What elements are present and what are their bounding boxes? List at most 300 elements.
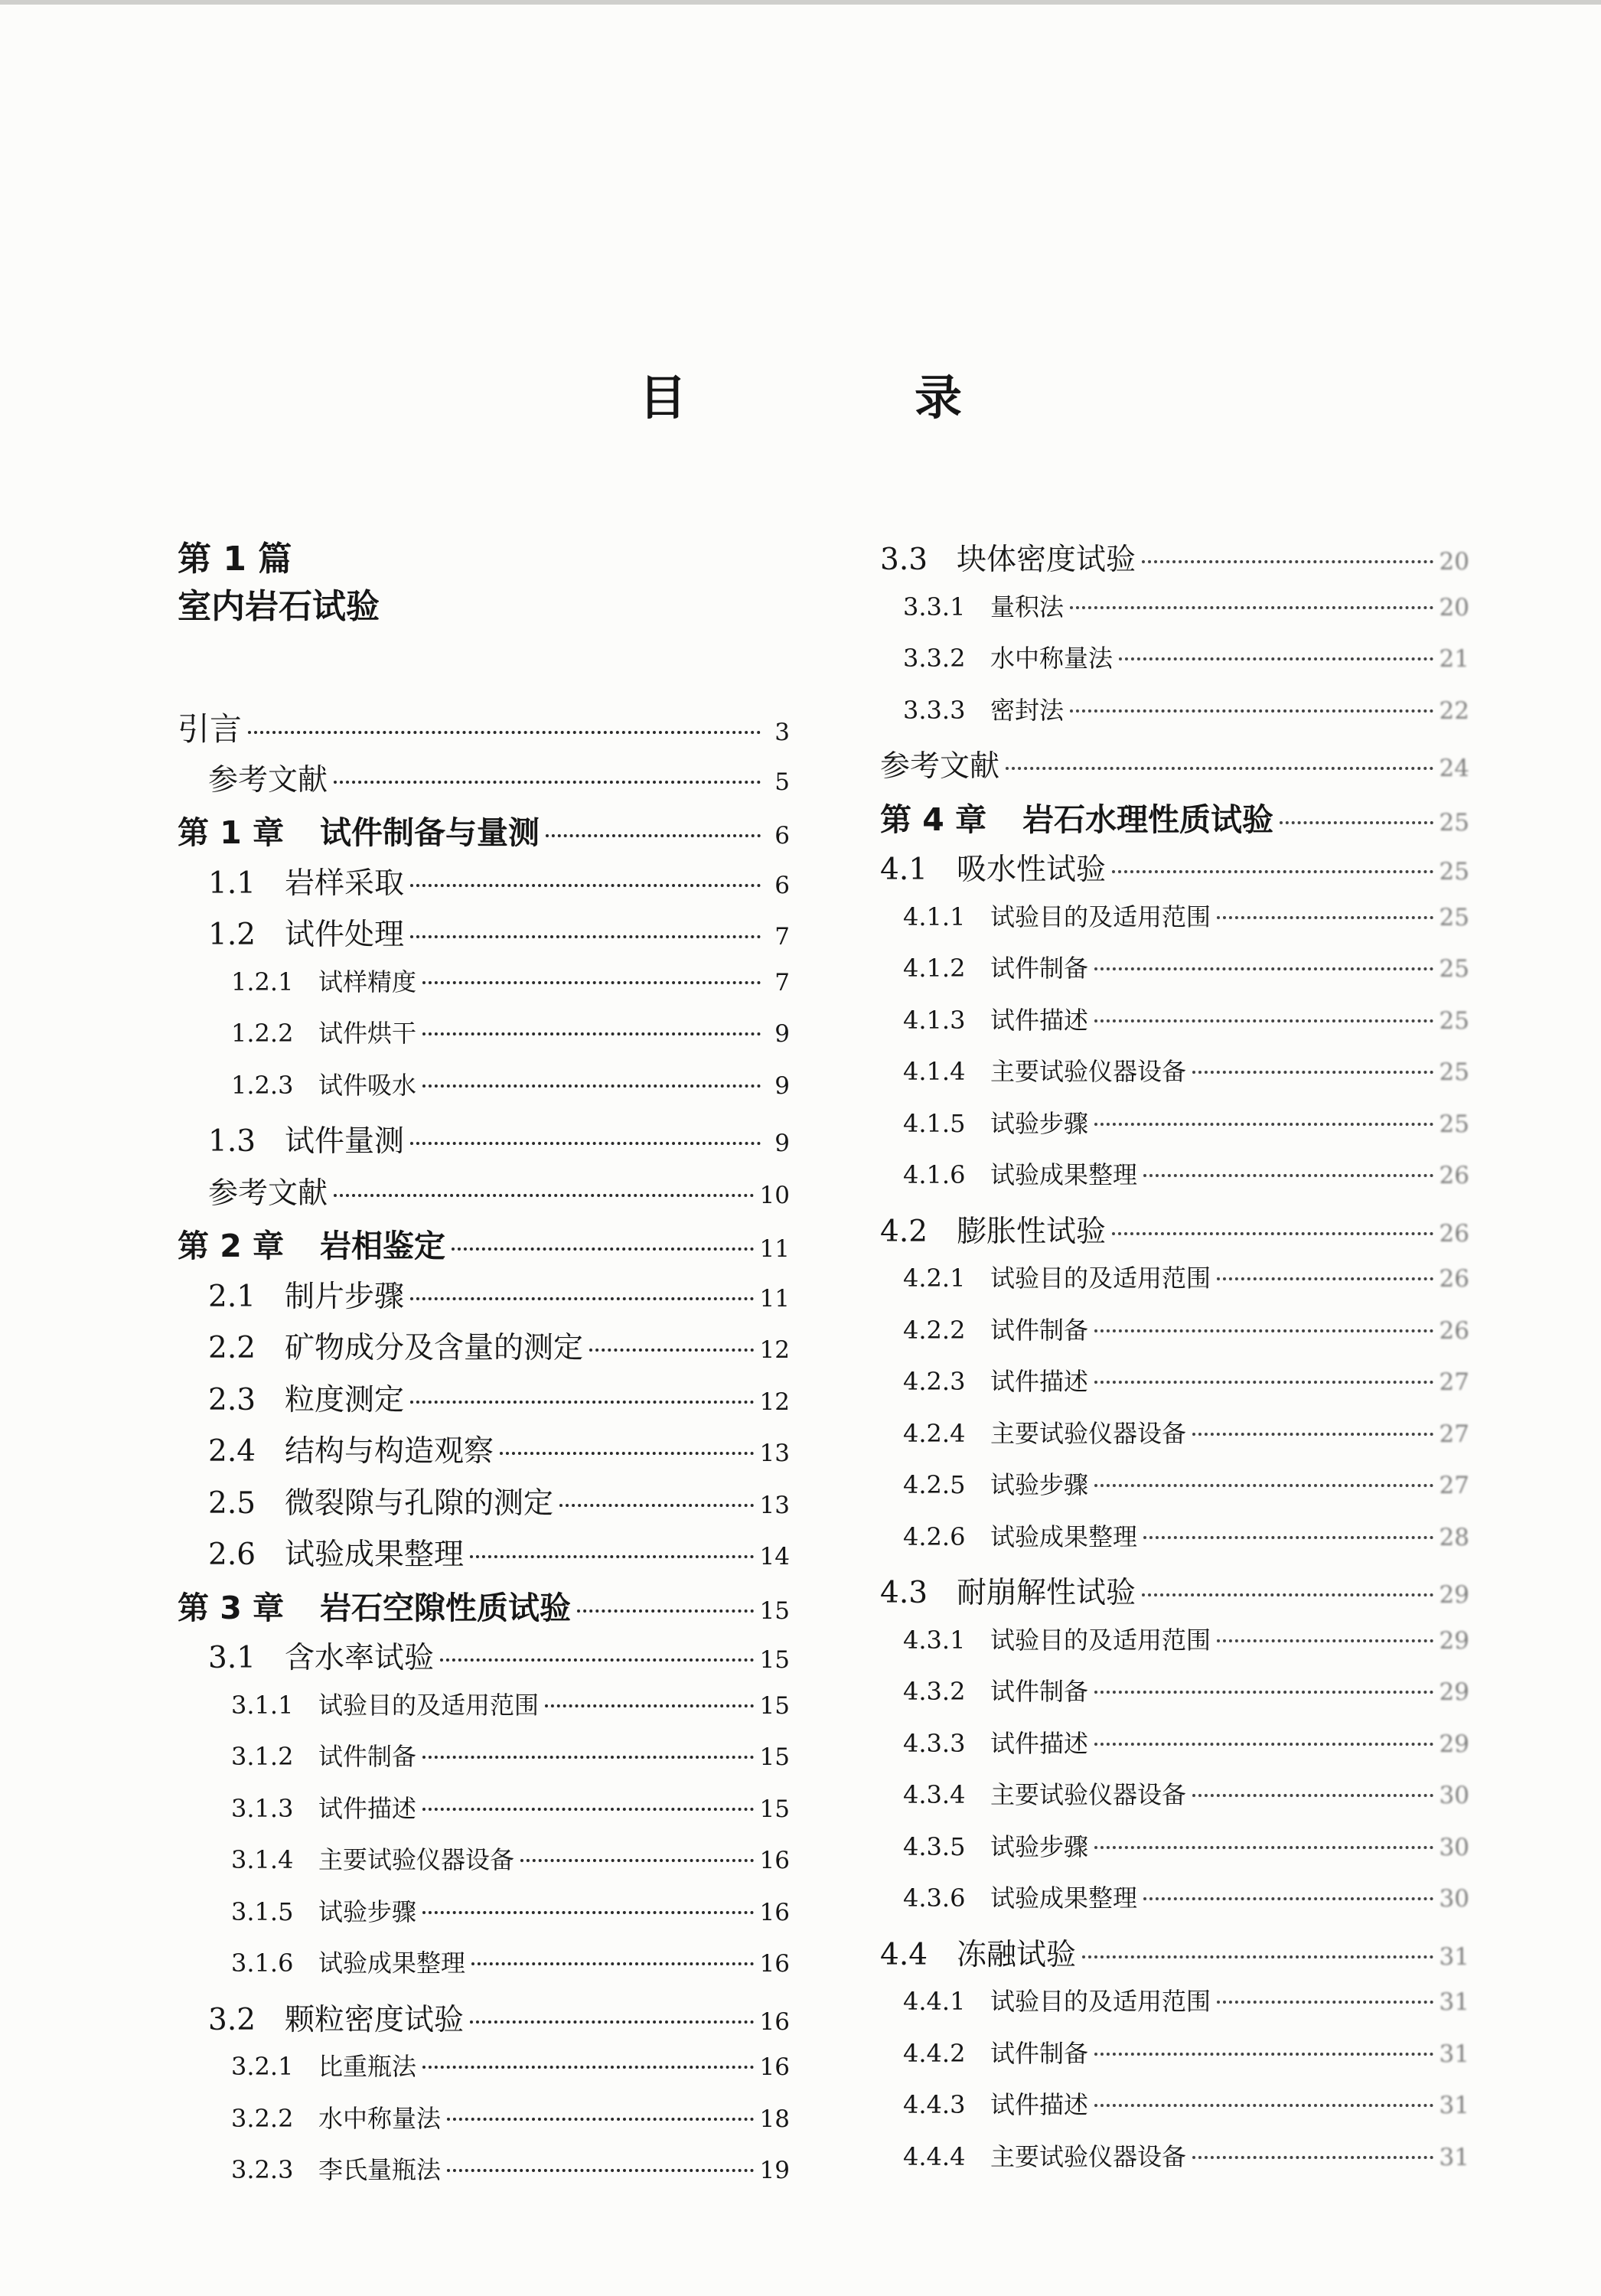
- toc-entry-sec[interactable]: [178, 1479, 790, 1531]
- toc-entry-sec[interactable]: [880, 536, 1469, 588]
- toc-entry-sec[interactable]: [178, 1273, 790, 1325]
- toc-entry-ref[interactable]: [880, 742, 1469, 794]
- toc-entry-title: 试验目的及适用范围: [990, 1987, 1211, 2016]
- toc-entry-title: 试件处理: [285, 918, 405, 952]
- toc-entry-page: 25: [1439, 1058, 1469, 1086]
- toc-entry-page: 31: [1439, 1988, 1469, 2016]
- toc-entry-number: 3.1.6: [231, 1949, 294, 1978]
- toc-entry-number: 4.3.5: [903, 1831, 966, 1861]
- dot-leader: [1006, 767, 1433, 770]
- toc-entry-ch[interactable]: [178, 1221, 790, 1273]
- toc-entry-title: 试件描述: [990, 1367, 1089, 1396]
- toc-entry-number: 4.1.2: [903, 954, 966, 983]
- toc-entry-number: 3.2.2: [231, 2103, 294, 2133]
- toc-entry-number: 3.1.5: [231, 1896, 294, 1926]
- toc-entry-title: 试件描述: [318, 1793, 417, 1823]
- dot-leader: [1143, 1897, 1433, 1900]
- dot-leader: [1094, 1381, 1433, 1384]
- toc-entry-ref[interactable]: [178, 1169, 790, 1221]
- toc-entry-page: 26: [1439, 1265, 1469, 1293]
- dot-leader: [410, 1297, 754, 1300]
- dot-leader: [546, 834, 761, 837]
- toc-entry-title: 试验成果整理: [990, 1521, 1138, 1551]
- toc-entry-title: 量积法: [990, 592, 1065, 621]
- toc-entry-title: 主要试验仪器设备: [990, 2141, 1187, 2171]
- toc-entry-number: 1.3: [208, 1124, 256, 1159]
- toc-entry-page: 9: [774, 1020, 790, 1048]
- dot-leader: [559, 1504, 754, 1507]
- toc-entry-number: 3.1.2: [231, 1742, 294, 1771]
- toc-entry-page: 16: [759, 1847, 790, 1874]
- toc-entry-sec[interactable]: [178, 1324, 790, 1376]
- toc-entry-page: 11: [759, 1235, 790, 1263]
- toc-entry-number: 4.4.4: [903, 2141, 966, 2171]
- page-title: 目 录: [638, 370, 1052, 426]
- dot-leader: [589, 1349, 754, 1352]
- toc-entry-title: 试验步骤: [990, 1831, 1089, 1861]
- dot-leader: [422, 1808, 754, 1811]
- toc-entry-title: 试验目的及适用范围: [318, 1690, 540, 1720]
- toc-entry-sub[interactable]: [880, 1052, 1469, 1104]
- dot-leader: [471, 1962, 754, 1965]
- toc-entry-sub[interactable]: [880, 1311, 1469, 1363]
- dot-leader: [500, 1452, 754, 1455]
- toc-entry-page: 15: [759, 1691, 790, 1720]
- toc-entry-page: 14: [759, 1543, 790, 1570]
- toc-entry-number: 2.4: [208, 1434, 256, 1469]
- toc-entry-page: 25: [1439, 903, 1469, 931]
- dot-leader: [422, 1911, 754, 1914]
- toc-entry-page: 6: [774, 871, 790, 899]
- toc-entry-title: 比重瓶法: [318, 2052, 417, 2081]
- toc-entry-sub[interactable]: [880, 2086, 1469, 2138]
- toc-entry-title: 试样精度: [318, 967, 417, 996]
- toc-entry-page: 26: [1439, 1162, 1469, 1189]
- dot-leader: [1112, 870, 1433, 873]
- toc-entry-sub[interactable]: [880, 898, 1469, 950]
- dot-leader: [447, 2118, 754, 2121]
- toc-entry-number: 3.3.3: [903, 695, 966, 725]
- toc-entry-title: 试件吸水: [318, 1070, 417, 1100]
- toc-entry-sec[interactable]: [880, 1208, 1469, 1260]
- dot-leader: [1119, 657, 1433, 660]
- toc-entry-sub[interactable]: [880, 1362, 1469, 1414]
- toc-entry-number: 3.1.1: [231, 1690, 294, 1720]
- toc-entry-number: 3.2: [208, 2002, 256, 2037]
- toc-entry-number: 4.3.3: [903, 1728, 966, 1758]
- toc-entry-number: 4.2.6: [903, 1521, 966, 1551]
- toc-entry-number: 3.2.3: [231, 2155, 294, 2184]
- toc-entry-number: 4.1.6: [903, 1160, 966, 1189]
- toc-entry-page: 12: [759, 1336, 790, 1364]
- toc-entry-title: 岩样采取: [285, 866, 405, 901]
- toc-entry-title: 试件制备: [990, 1315, 1089, 1345]
- toc-entry-number: 3.1.3: [231, 1793, 294, 1823]
- dot-leader: [334, 1194, 754, 1197]
- toc-entry-title: 试件制备与量测: [320, 814, 540, 851]
- toc-entry-title: 耐崩解性试验: [957, 1576, 1136, 1610]
- toc-entry-title: 李氏量瓶法: [318, 2155, 442, 2184]
- toc-entry-number: 1.2.2: [231, 1019, 294, 1048]
- toc-entry-number: 3.2.1: [231, 2052, 294, 2081]
- dot-leader: [1142, 560, 1433, 563]
- toc-entry-page: 13: [759, 1440, 790, 1467]
- toc-entry-title: 试验成果整理: [318, 1949, 466, 1978]
- toc-entry-sub[interactable]: [178, 1014, 790, 1066]
- toc-entry-sub[interactable]: [880, 1156, 1469, 1208]
- toc-entry-title: 含水率试验: [285, 1641, 435, 1675]
- dot-leader: [1082, 1955, 1433, 1958]
- dot-leader: [410, 1142, 761, 1145]
- toc-entry-page: 7: [774, 968, 790, 996]
- toc-entry-number: 3.3.2: [903, 644, 966, 673]
- dot-leader: [1142, 1593, 1433, 1596]
- toc-entry-sub[interactable]: [880, 1776, 1469, 1828]
- dot-leader: [1070, 709, 1433, 713]
- toc-entry-number: 4.1.3: [903, 1005, 966, 1035]
- toc-entry-sub[interactable]: [178, 2151, 790, 2203]
- toc-entry-title: 试验步骤: [318, 1896, 417, 1926]
- toc-entry-number: 2.6: [208, 1538, 256, 1572]
- toc-entry-sub[interactable]: [880, 639, 1469, 691]
- toc-entry-title: 试验步骤: [990, 1108, 1089, 1138]
- toc-entry-page: 29: [1439, 1730, 1469, 1758]
- toc-entry-number: 2.1: [208, 1279, 256, 1314]
- toc-entry-number: 第 3 章: [178, 1589, 285, 1626]
- toc-entry-title: 岩相鉴定: [320, 1228, 445, 1264]
- dot-leader: [1094, 1484, 1433, 1487]
- toc-entry-sub[interactable]: [880, 2034, 1469, 2086]
- toc-entry-number: 4.4.2: [903, 2038, 966, 2068]
- toc-entry-number: 4.4.3: [903, 2090, 966, 2119]
- toc-entry-number: 第 4 章: [880, 801, 987, 838]
- toc-entry-title: 结构与构造观察: [285, 1434, 494, 1469]
- toc-entry-sec[interactable]: [880, 1931, 1469, 1983]
- toc-entry-number: 4.2.4: [903, 1418, 966, 1448]
- page-top-edge: [0, 0, 1601, 5]
- toc-entry-page: 15: [759, 1646, 790, 1674]
- toc-entry-page: 25: [1439, 1006, 1469, 1035]
- toc-entry-page: 20: [1439, 548, 1469, 576]
- toc-entry-sub[interactable]: [880, 1828, 1469, 1880]
- toc-entry-page: 3: [774, 719, 790, 746]
- toc-entry-title: 主要试验仪器设备: [318, 1845, 515, 1874]
- toc-entry-sub[interactable]: [880, 949, 1469, 1001]
- toc-entry-page: 9: [774, 1130, 790, 1157]
- part-label: 第 1 篇: [178, 540, 292, 579]
- toc-entry-page: 15: [759, 1795, 790, 1823]
- toc-entry-page: 16: [759, 1898, 790, 1926]
- dot-leader: [410, 1401, 754, 1404]
- toc-entry-number: 2.5: [208, 1486, 256, 1521]
- toc-entry-title: 试件量测: [285, 1124, 405, 1159]
- toc-entry-sub[interactable]: [880, 1104, 1469, 1156]
- dot-leader: [1217, 1639, 1433, 1642]
- dot-leader: [470, 1555, 754, 1558]
- toc-entry-number: 4.2.3: [903, 1367, 966, 1396]
- toc-entry-sub[interactable]: [178, 1066, 790, 1118]
- toc-entry-number: 4.3.1: [903, 1625, 966, 1655]
- toc-entry-sub[interactable]: [880, 1672, 1469, 1724]
- toc-entry-page: 20: [1439, 593, 1469, 621]
- toc-entry-number: 3.1.4: [231, 1845, 294, 1874]
- toc-entry-page: 7: [774, 923, 790, 951]
- toc-entry-page: 10: [759, 1181, 790, 1209]
- toc-entry-sec[interactable]: [178, 1376, 790, 1428]
- dot-leader: [545, 1704, 754, 1707]
- toc-entry-page: 18: [759, 2105, 790, 2133]
- toc-entry-page: 31: [1439, 1942, 1469, 1971]
- dot-leader: [410, 884, 761, 887]
- toc-entry-sub[interactable]: [178, 1893, 790, 1945]
- dot-leader: [422, 1084, 761, 1088]
- toc-entry-number: 4.1.5: [903, 1108, 966, 1138]
- toc-entry-page: 30: [1439, 1782, 1469, 1809]
- toc-entry-title: 试件描述: [990, 2090, 1089, 2119]
- toc-entry-number: 1.2.1: [231, 967, 294, 996]
- toc-entry-number: 4.2.2: [903, 1315, 966, 1345]
- toc-entry-sub[interactable]: [880, 588, 1469, 640]
- toc-entry-number: 4.3.6: [903, 1883, 966, 1913]
- toc-entry-number: 第 1 章: [178, 814, 285, 851]
- toc-entry-page: 9: [774, 1071, 790, 1100]
- toc-entry-sub[interactable]: [178, 963, 790, 1015]
- toc-entry-title: 试验目的及适用范围: [990, 902, 1211, 931]
- toc-entry-number: 4.1: [880, 853, 928, 887]
- toc-entry-sub[interactable]: [178, 2099, 790, 2151]
- toc-entry-sub[interactable]: [178, 1686, 790, 1738]
- toc-entry-sub[interactable]: [880, 1621, 1469, 1673]
- toc-entry-number: 第 2 章: [178, 1228, 285, 1264]
- dot-leader: [1143, 1174, 1433, 1177]
- toc-entry-title: 主要试验仪器设备: [990, 1418, 1187, 1448]
- toc-entry-number: 4.2: [880, 1214, 928, 1249]
- dot-leader: [1094, 1691, 1433, 1694]
- toc-entry-title: 参考文献: [880, 749, 1000, 784]
- toc-entry-ref[interactable]: [178, 756, 790, 808]
- toc-entry-page: 29: [1439, 1581, 1469, 1609]
- toc-entry-page: 5: [774, 768, 790, 796]
- toc-entry-sec[interactable]: [178, 859, 790, 912]
- toc-entry-intro[interactable]: [178, 704, 790, 756]
- toc-entry-number: 1.2: [208, 918, 256, 952]
- toc-right-column: [880, 536, 1469, 2189]
- toc-entry-sub[interactable]: [880, 1259, 1469, 1311]
- toc-entry-number: 3.1: [208, 1641, 256, 1675]
- toc-entry-sub[interactable]: [178, 1789, 790, 1841]
- toc-entry-number: 2.3: [208, 1382, 256, 1417]
- toc-entry-sub[interactable]: [880, 1466, 1469, 1518]
- toc-entry-sec[interactable]: [178, 1531, 790, 1583]
- toc-entry-page: 29: [1439, 1626, 1469, 1655]
- dot-leader: [334, 781, 761, 784]
- toc-entry-title: 冻融试验: [957, 1937, 1077, 1972]
- toc-entry-page: 27: [1439, 1368, 1469, 1396]
- dot-leader: [1094, 2104, 1433, 2107]
- toc-entry-page: 25: [1439, 955, 1469, 983]
- toc-entry-ch[interactable]: [880, 794, 1469, 846]
- toc-entry-page: 30: [1439, 1885, 1469, 1913]
- toc-entry-title: 密封法: [990, 695, 1065, 725]
- toc-entry-title: 参考文献: [208, 1176, 328, 1211]
- dot-leader: [1094, 1019, 1433, 1022]
- toc-entry-number: 4.4: [880, 1937, 928, 1972]
- toc-entry-page: 29: [1439, 1678, 1469, 1706]
- dot-leader: [1217, 916, 1433, 919]
- toc-entry-number: 4.3.4: [903, 1780, 966, 1809]
- toc-entry-title: 试验目的及适用范围: [990, 1625, 1211, 1655]
- toc-entry-title: 试验成果整理: [285, 1538, 465, 1572]
- toc-entry-page: 16: [759, 1950, 790, 1978]
- dot-leader: [1192, 1071, 1433, 1074]
- toc-entry-number: 1.1: [208, 866, 256, 901]
- toc-entry-title: 主要试验仪器设备: [990, 1057, 1187, 1086]
- toc-entry-title: 试件制备: [318, 1742, 417, 1771]
- toc-entry-sub[interactable]: [880, 1414, 1469, 1466]
- toc-entry-page: 25: [1439, 858, 1469, 885]
- toc-left-list: [178, 704, 790, 2203]
- toc-entry-page: 24: [1439, 755, 1469, 782]
- toc-entry-page: 31: [1439, 2092, 1469, 2119]
- part-name: 室内岩石试验: [178, 587, 380, 626]
- toc-entry-number: 1.2.3: [231, 1070, 294, 1100]
- toc-entry-title: 膨胀性试验: [957, 1214, 1107, 1249]
- toc-entry-ch[interactable]: [178, 1583, 790, 1635]
- toc-entry-title: 试件制备: [990, 1677, 1089, 1706]
- toc-entry-page: 25: [1439, 808, 1469, 837]
- toc-entry-page: 15: [759, 1743, 790, 1771]
- toc-entry-sec[interactable]: [178, 1427, 790, 1479]
- toc-entry-sub[interactable]: [880, 1001, 1469, 1053]
- toc-entry-sec[interactable]: [178, 1117, 790, 1169]
- dot-leader: [422, 2066, 754, 2069]
- toc-entry-sub[interactable]: [880, 1724, 1469, 1776]
- dot-leader: [1217, 2001, 1433, 2004]
- toc-entry-title: 矿物成分及含量的测定: [285, 1331, 584, 1365]
- dot-leader: [1217, 1277, 1433, 1280]
- toc-entry-sec[interactable]: [880, 846, 1469, 898]
- toc-entry-number: 2.2: [208, 1331, 256, 1365]
- dot-leader: [1112, 1232, 1433, 1235]
- toc-entry-sub[interactable]: [880, 691, 1469, 743]
- toc-entry-page: 6: [774, 822, 790, 850]
- dot-leader: [1094, 1743, 1433, 1746]
- toc-entry-sub[interactable]: [178, 1944, 790, 1996]
- toc-entry-title: 水中称量法: [318, 2103, 442, 2133]
- toc-entry-sec[interactable]: [178, 1996, 790, 2048]
- toc-entry-page: 27: [1439, 1472, 1469, 1499]
- toc-entry-sub[interactable]: [880, 2138, 1469, 2190]
- toc-entry-sub[interactable]: [178, 1841, 790, 1893]
- toc-entry-title: 颗粒密度试验: [285, 2002, 465, 2037]
- toc-entry-number: 4.3.2: [903, 1677, 966, 1706]
- toc-entry-number: 4.1.4: [903, 1057, 966, 1086]
- dot-leader: [1094, 1123, 1433, 1126]
- toc-entry-page: 13: [759, 1491, 790, 1519]
- toc-entry-page: 30: [1439, 1833, 1469, 1861]
- toc-entry-page: 27: [1439, 1420, 1469, 1448]
- toc-entry-title: 试验成果整理: [990, 1883, 1138, 1913]
- toc-entry-sec[interactable]: [880, 1569, 1469, 1621]
- toc-entry-sub[interactable]: [178, 1737, 790, 1789]
- toc-entry-page: 11: [759, 1284, 790, 1313]
- dot-leader: [447, 2169, 754, 2172]
- dot-leader: [470, 2020, 754, 2024]
- dot-leader: [452, 1247, 754, 1251]
- dot-leader: [422, 1756, 754, 1759]
- toc-entry-number: 4.2.1: [903, 1264, 966, 1293]
- toc-entry-page: 31: [1439, 2143, 1469, 2171]
- toc-entry-page: 26: [1439, 1219, 1469, 1247]
- toc-entry-title: 微裂隙与孔隙的测定: [285, 1486, 554, 1521]
- toc-entry-title: 块体密度试验: [957, 543, 1136, 577]
- toc-entry-title: 参考文献: [208, 762, 328, 797]
- toc-entry-sec[interactable]: [178, 1634, 790, 1686]
- toc-entry-title: 试件制备: [990, 954, 1089, 983]
- dot-leader: [577, 1609, 754, 1613]
- dot-leader: [520, 1859, 754, 1862]
- toc-right-list: [880, 536, 1469, 2189]
- dot-leader: [422, 981, 761, 984]
- toc-entry-title: 水中称量法: [990, 644, 1114, 673]
- dot-leader: [422, 1032, 761, 1035]
- dot-leader: [1280, 821, 1433, 824]
- toc-entry-sub[interactable]: [880, 1982, 1469, 2034]
- dot-leader: [1192, 1794, 1433, 1797]
- toc-entry-page: 12: [759, 1388, 790, 1416]
- toc-entry-sec[interactable]: [178, 911, 790, 963]
- toc-entry-page: 31: [1439, 2040, 1469, 2068]
- part-gap: [178, 631, 790, 704]
- toc-entry-ch[interactable]: [178, 807, 790, 859]
- toc-entry-page: 16: [759, 2053, 790, 2081]
- toc-entry-title: 试件制备: [990, 2038, 1089, 2068]
- toc-entry-number: 4.1.1: [903, 902, 966, 931]
- toc-entry-page: 15: [759, 1596, 790, 1625]
- dot-leader: [1070, 606, 1433, 609]
- toc-entry-page: 25: [1439, 1110, 1469, 1138]
- toc-entry-title: 主要试验仪器设备: [990, 1780, 1187, 1809]
- toc-entry-number: 3.3.1: [903, 592, 966, 621]
- dot-leader: [1192, 2156, 1433, 2159]
- dot-leader: [248, 731, 761, 734]
- toc-entry-page: 28: [1439, 1523, 1469, 1551]
- toc-entry-page: 19: [759, 2157, 790, 2184]
- dot-leader: [1143, 1536, 1433, 1539]
- toc-entry-number: 4.4.1: [903, 1987, 966, 2016]
- toc-entry-title: 试验步骤: [990, 1470, 1089, 1499]
- dot-leader: [1094, 1329, 1433, 1332]
- toc-entry-title: 岩石空隙性质试验: [320, 1589, 571, 1626]
- toc-entry-number: 3.3: [880, 543, 928, 577]
- dot-leader: [1192, 1433, 1433, 1436]
- toc-entry-title: 试件描述: [990, 1005, 1089, 1035]
- toc-entry-sub[interactable]: [880, 1879, 1469, 1931]
- toc-entry-page: 21: [1439, 645, 1469, 673]
- toc-entry-sub[interactable]: [880, 1518, 1469, 1570]
- toc-entry-page: 26: [1439, 1316, 1469, 1345]
- toc-entry-title: 试验成果整理: [990, 1160, 1138, 1189]
- toc-entry-page: 22: [1439, 696, 1469, 725]
- toc-entry-sub[interactable]: [178, 2047, 790, 2099]
- toc-entry-title: 试验目的及适用范围: [990, 1264, 1211, 1293]
- toc-entry-title: 试件烘干: [318, 1019, 417, 1048]
- toc-entry-page: 16: [759, 2007, 790, 2036]
- toc-entry-title: 制片步骤: [285, 1279, 405, 1314]
- toc-entry-title: 试件描述: [990, 1728, 1089, 1758]
- toc-entry-title: 粒度测定: [285, 1382, 405, 1417]
- dot-leader: [1094, 967, 1433, 970]
